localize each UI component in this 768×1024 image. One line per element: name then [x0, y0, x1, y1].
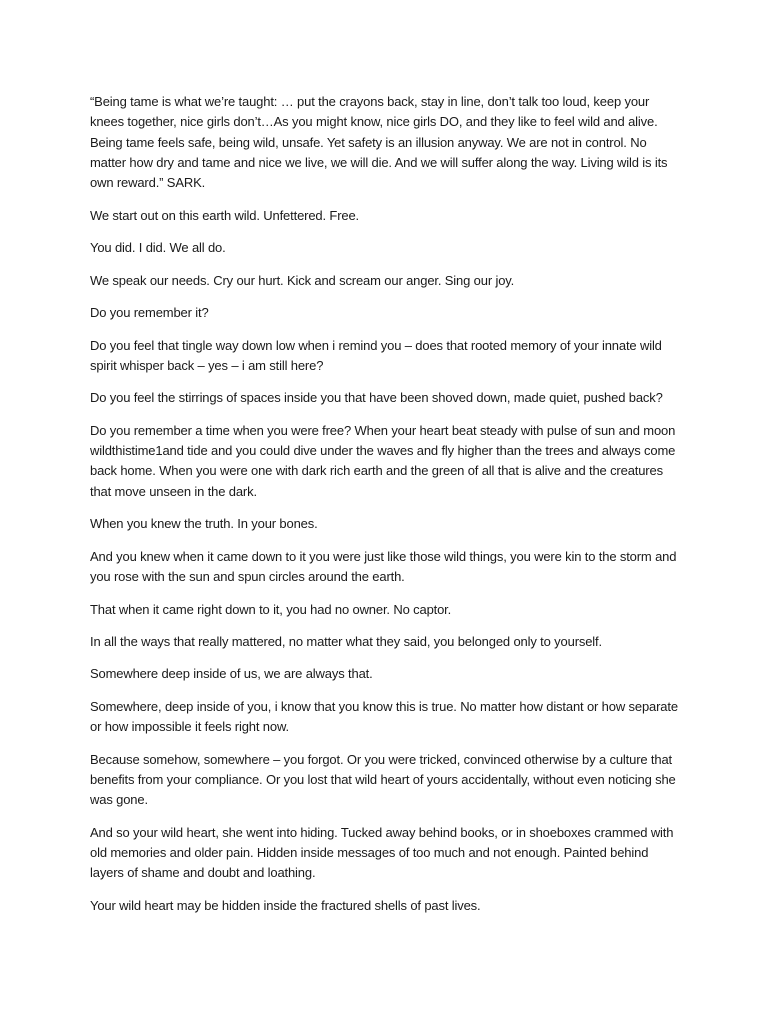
paragraph: In all the ways that really mattered, no matter what they said, you belonged only to yourself. [90, 634, 602, 649]
paragraph: We speak our needs. Cry our hurt. Kick and scream our anger. Sing our joy. [90, 272, 515, 288]
paragraph: You did. I did. We all do. [90, 240, 226, 256]
paragraph: Somewhere deep inside of us, we are always that. [90, 666, 373, 682]
paragraph: And so your wild heart, she went into hiding. Tucked away behind books, or in shoeboxes crammed with old memories and older pain. Hidden inside messages of too much and not enough. Painted behind layers of shame and doubt and loathing. [90, 824, 674, 881]
paragraph: And you knew when it came down to it you were just like those wild things, you were kin to the storm and you rose with the sun and spun circles around the earth. [90, 548, 677, 585]
document-body [90, 92, 682, 928]
paragraph: Do you remember it? [90, 305, 209, 321]
paragraph: Do you feel that tingle way down low when i remind you – does that rooted memory of your innate wild spirit whisper back – yes – i am still here? [90, 337, 662, 373]
paragraph: Somewhere, deep inside of you, i know that you know this is true. No matter how distant or how separate or how impossible it feels right now. [90, 698, 678, 735]
paragraph: Do you feel the stirrings of spaces inside you that have been shoved down, made quiet, pushed back? [90, 390, 663, 406]
paragraph: Your wild heart may be hidden inside the fractured shells of past lives. [90, 897, 481, 913]
paragraph: When you knew the truth. In your bones. [90, 516, 318, 532]
paragraph: Because somehow, somewhere – you forgot. Or you were tricked, convinced otherwise by a culture that benefits from your compliance. Or you lost that wild heart of yours accidentally, without even noticing she was gone. [90, 751, 676, 808]
paragraph: We start out on this earth wild. Unfettered. Free. [90, 207, 359, 223]
paragraph-quote: “Being tame is what we’re taught: … put the crayons back, stay in line, don’t talk too loud, keep your knees together, nice girls don’t…As you might know, nice girls DO, and they like to feel wild and alive. Being tame feels safe, being wild, unsafe. Yet safety is an illusion anyway. We are not in control. No matter how dry and tame and nice we live, we will die. And we will suffer along the way. Living wild is its own reward.” SARK. [90, 94, 668, 191]
paragraph: Do you remember a time when you were free? When your heart beat steady with pulse of sun and moon wildthistime1and tide and you could dive under the waves and fly higher than the trees and always come back home. When you were one with dark rich earth and the green of all that is alive and the creatures that move unseen in the dark. [90, 422, 676, 499]
paragraph: That when it came right down to it, you had no owner. No captor. [90, 601, 452, 617]
